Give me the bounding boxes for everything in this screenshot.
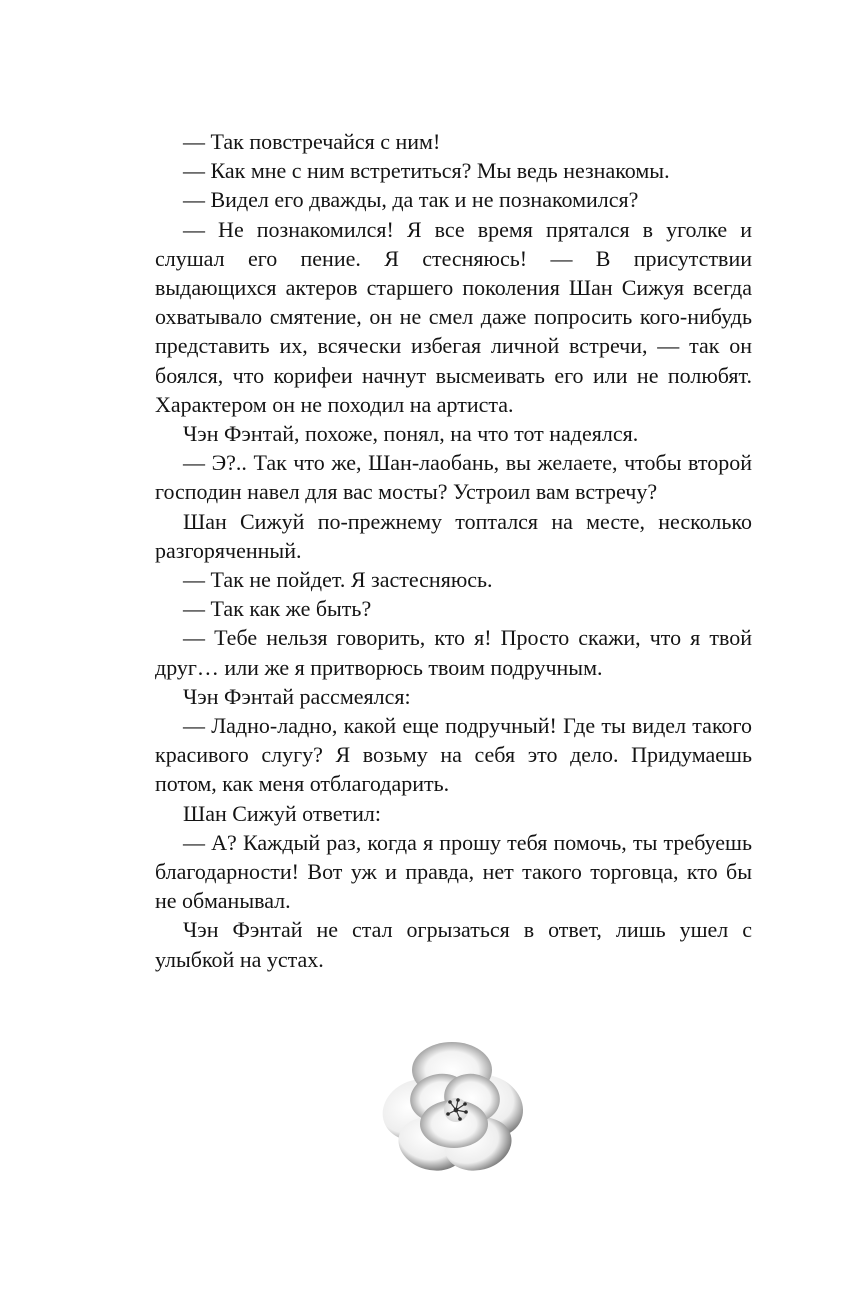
paragraph-10: — Тебе нельзя говорить, кто я! Просто скажи, что я твой друг… или же я притворюсь твоим подручным. <box>155 625 752 680</box>
paragraph-5: Чэн Фэнтай, похоже, понял, на что тот надеялся. <box>183 421 639 447</box>
paragraph-13: Шан Сижуй ответил: <box>183 800 381 826</box>
paragraph-7: Шан Сижуй по-прежнему топтался на месте, несколько разгоряченный. <box>155 508 752 563</box>
paragraph-2: — Как мне с ним встретиться? Мы ведь незнакомы. <box>183 158 670 184</box>
paragraph-15: Чэн Фэнтай не стал огрызаться в ответ, лишь ушел с улыбкой на устах. <box>155 917 752 972</box>
paragraph-4: — Не познакомился! Я все время прятался в уголке и слушал его пение. Я стесняюсь! — В присутствии выдающихся актеров старшего поколения Шан Сижуя всегда охватывало смятение, он не смел даже попросить кого-нибудь представить их, всячески избегая личной встречи, — так он боялся, что корифеи начнут высмеивать его или не полюбят. Характером он не походил на артиста. <box>155 216 752 417</box>
paragraph-1: — Так повстречайся с ним! <box>183 129 441 154</box>
paragraph-8: — Так не пойдет. Я застесняюсь. <box>183 567 493 593</box>
paragraph-6: — Э?.. Так что же, Шан-лаобань, вы желаете, чтобы второй господин навел для вас мосты? Устроил вам встречу? <box>155 450 752 505</box>
body-text <box>155 127 752 974</box>
paragraph-12: — Ладно-ладно, какой еще подручный! Где ты видел такого красивого слугу? Я возьму на себя это дело. Придумаешь потом, как меня отблагодарить. <box>155 713 752 797</box>
paragraph-14: — А? Каждый раз, когда я прошу тебя помочь, ты требуешь благодарности! Вот уж и правда, нет такого торговца, кто бы не обманывал. <box>155 829 752 914</box>
paragraph-9: — Так как же быть? <box>183 596 372 622</box>
flower-icon <box>380 1040 526 1172</box>
paragraph-11: Чэн Фэнтай рассмеялся: <box>183 683 411 709</box>
paragraph-3: — Видел его дважды, да так и не познакомился? <box>183 187 639 213</box>
